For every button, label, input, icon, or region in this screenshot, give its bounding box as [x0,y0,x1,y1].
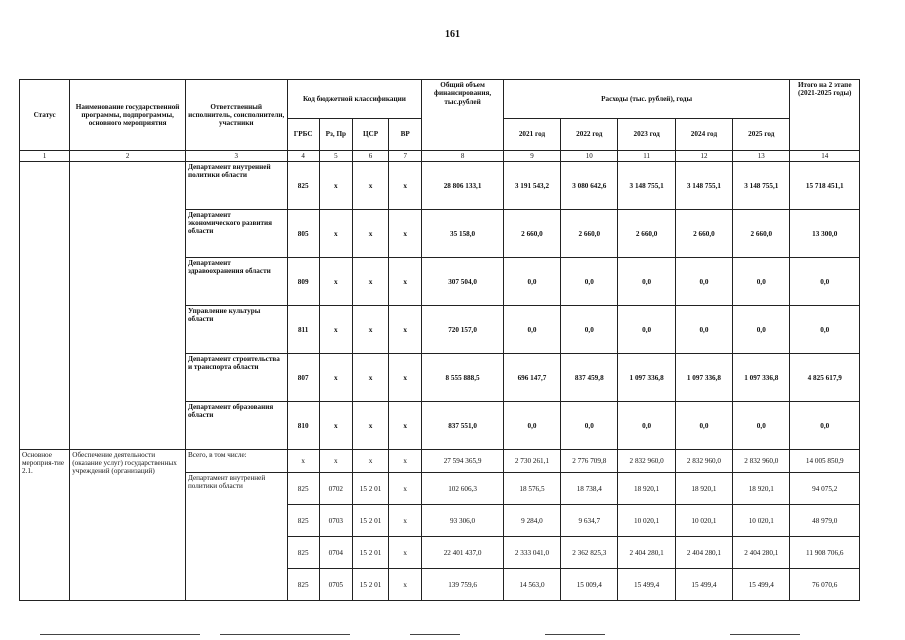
grbs-cell: 809 [287,258,319,306]
y2021-cell: 2 730 261,1 [503,450,560,473]
y2022-cell: 15 009,4 [561,569,618,601]
column-number-row [20,151,860,162]
y2023-cell: 2 832 960,0 [618,450,675,473]
dept-name: Департамент образования области [185,402,287,450]
y2024-cell: 3 148 755,1 [675,162,732,210]
header-status: Статус [20,80,70,151]
col-number: 12 [675,151,732,162]
grbs-cell: 810 [287,402,319,450]
col-number: 8 [422,151,503,162]
y2023-cell: 0,0 [618,258,675,306]
grbs-cell: 825 [287,569,319,601]
y2025-cell: 0,0 [733,258,790,306]
csr-cell: x [352,402,388,450]
vr-cell: x [389,258,422,306]
header-rzpr: Рз, Пр [319,119,352,151]
y2023-cell: 2 660,0 [618,210,675,258]
total-cell: 8 555 888,5 [422,354,503,402]
rzpr-cell: x [319,306,352,354]
vr-cell: x [389,162,422,210]
itogo-cell: 0,0 [790,402,860,450]
rzpr-cell: x [319,354,352,402]
itogo-cell: 14 005 850,9 [790,450,860,473]
y2022-cell: 3 080 642,6 [561,162,618,210]
rzpr-cell: x [319,450,352,473]
total-cell: 102 606,3 [422,473,503,505]
col-number: 6 [352,151,388,162]
dept-name: Департамент здравоохранения области [185,258,287,306]
rzpr-cell: x [319,258,352,306]
vr-cell: x [389,402,422,450]
y2023-cell: 0,0 [618,306,675,354]
y2024-cell: 2 832 960,0 [675,450,732,473]
y2025-cell: 3 148 755,1 [733,162,790,210]
dept-name: Департамент строительства и транспорта области [185,354,287,402]
itogo-cell: 15 718 451,1 [790,162,860,210]
y2021-cell: 0,0 [503,306,560,354]
y2025-cell: 2 660,0 [733,210,790,258]
footer-divider [220,634,350,635]
y2021-cell: 14 563,0 [503,569,560,601]
y2021-cell: 0,0 [503,402,560,450]
total-cell: 720 157,0 [422,306,503,354]
footer-divider [40,634,200,635]
header-name: Наименование государственной программы, подпрограммы, основного мероприятия [70,80,186,151]
header-itogo: Итого на 2 этапе (2021-2025 годы) [790,80,860,151]
y2021-cell: 3 191 543,2 [503,162,560,210]
itogo-cell: 0,0 [790,306,860,354]
y2024-cell: 10 020,1 [675,505,732,537]
y2022-cell: 0,0 [561,306,618,354]
y2025-cell: 0,0 [733,402,790,450]
csr-cell: 15 2 01 [352,537,388,569]
y2024-cell: 2 404 280,1 [675,537,732,569]
col-number: 13 [733,151,790,162]
y2023-cell: 18 920,1 [618,473,675,505]
csr-cell: 15 2 01 [352,505,388,537]
rzpr-cell: 0702 [319,473,352,505]
vr-cell: x [389,306,422,354]
y2022-cell: 18 738,4 [561,473,618,505]
total-cell: 35 158,0 [422,210,503,258]
grbs-cell: 805 [287,210,319,258]
col-number: 11 [618,151,675,162]
col-number: 7 [389,151,422,162]
y2021-cell: 2 333 041,0 [503,537,560,569]
csr-cell: x [352,306,388,354]
footer-divider [410,634,460,635]
measure-dept-label: Департамент внутренней политики области [185,473,287,601]
col-number: 2 [70,151,186,162]
y2025-cell: 2 832 960,0 [733,450,790,473]
y2021-cell: 0,0 [503,258,560,306]
y2024-cell: 2 660,0 [675,210,732,258]
col-number: 4 [287,151,319,162]
col-number: 9 [503,151,560,162]
y2025-cell: 10 020,1 [733,505,790,537]
rzpr-cell: 0703 [319,505,352,537]
page-number: 161 [445,29,460,40]
vr-cell: x [389,505,422,537]
total-cell: 307 504,0 [422,258,503,306]
y2022-cell: 2 660,0 [561,210,618,258]
header-2022: 2022 год [561,119,618,151]
measure-name: Обеспечение деятельности (оказание услуг) государственных учреждений (организаций) [70,450,186,601]
rzpr-cell: x [319,210,352,258]
y2021-cell: 2 660,0 [503,210,560,258]
csr-cell: x [352,210,388,258]
y2024-cell: 15 499,4 [675,569,732,601]
col-number: 10 [561,151,618,162]
y2023-cell: 0,0 [618,402,675,450]
dept-name: Управление культуры области [185,306,287,354]
y2023-cell: 15 499,4 [618,569,675,601]
col-number: 5 [319,151,352,162]
y2025-cell: 1 097 336,8 [733,354,790,402]
header-total-volume: Общий объем финансирования, тыс.рублей [422,80,503,151]
y2022-cell: 0,0 [561,258,618,306]
y2025-cell: 18 920,1 [733,473,790,505]
csr-cell: 15 2 01 [352,473,388,505]
rzpr-cell: x [319,402,352,450]
y2023-cell: 2 404 280,1 [618,537,675,569]
rzpr-cell: 0704 [319,537,352,569]
y2022-cell: 837 459,8 [561,354,618,402]
vr-cell: x [389,569,422,601]
rzpr-cell: x [319,162,352,210]
rzpr-cell: 0705 [319,569,352,601]
y2022-cell: 9 634,7 [561,505,618,537]
vr-cell: x [389,450,422,473]
y2024-cell: 0,0 [675,258,732,306]
header-grbs: ГРБС [287,119,319,151]
header-2021: 2021 год [503,119,560,151]
csr-cell: x [352,354,388,402]
empty-name-cell [70,162,186,450]
csr-cell: 15 2 01 [352,569,388,601]
table-row [20,450,860,473]
itogo-cell: 13 300,0 [790,210,860,258]
header-budget-code: Код бюджетной классификации [287,80,422,119]
grbs-cell: 825 [287,162,319,210]
y2024-cell: 18 920,1 [675,473,732,505]
total-cell: 93 306,0 [422,505,503,537]
y2025-cell: 0,0 [733,306,790,354]
header-vr: ВР [389,119,422,151]
y2021-cell: 9 284,0 [503,505,560,537]
y2024-cell: 1 097 336,8 [675,354,732,402]
y2024-cell: 0,0 [675,306,732,354]
budget-table [19,79,860,601]
grbs-cell: 825 [287,537,319,569]
y2023-cell: 10 020,1 [618,505,675,537]
itogo-cell: 48 979,0 [790,505,860,537]
y2025-cell: 2 404 280,1 [733,537,790,569]
itogo-cell: 0,0 [790,258,860,306]
header-expenses: Расходы (тыс. рублей), годы [503,80,790,119]
footer-divider [545,634,605,635]
table-row [20,162,860,210]
dept-name: Департамент экономического развития области [185,210,287,258]
vr-cell: x [389,537,422,569]
y2023-cell: 1 097 336,8 [618,354,675,402]
itogo-cell: 94 075,2 [790,473,860,505]
col-number: 1 [20,151,70,162]
y2022-cell: 0,0 [561,402,618,450]
header-2023: 2023 год [618,119,675,151]
csr-cell: x [352,450,388,473]
itogo-cell: 76 070,6 [790,569,860,601]
y2023-cell: 3 148 755,1 [618,162,675,210]
header-2025: 2025 год [733,119,790,151]
total-cell: 22 401 437,0 [422,537,503,569]
total-cell: 27 594 365,9 [422,450,503,473]
y2022-cell: 2 776 709,8 [561,450,618,473]
y2024-cell: 0,0 [675,402,732,450]
grbs-cell: x [287,450,319,473]
grbs-cell: 825 [287,505,319,537]
grbs-cell: 811 [287,306,319,354]
grbs-cell: 807 [287,354,319,402]
footer-divider [730,634,800,635]
y2022-cell: 2 362 825,3 [561,537,618,569]
itogo-cell: 11 908 706,6 [790,537,860,569]
csr-cell: x [352,162,388,210]
header-2024: 2024 год [675,119,732,151]
total-cell: 837 551,0 [422,402,503,450]
csr-cell: x [352,258,388,306]
y2025-cell: 15 499,4 [733,569,790,601]
col-number: 14 [790,151,860,162]
vr-cell: x [389,473,422,505]
total-label: Всего, в том числе: [185,450,287,473]
vr-cell: x [389,354,422,402]
y2021-cell: 696 147,7 [503,354,560,402]
dept-name: Департамент внутренней политики области [185,162,287,210]
y2021-cell: 18 576,5 [503,473,560,505]
measure-status: Основное мероприя-тие 2.1. [20,450,70,601]
grbs-cell: 825 [287,473,319,505]
header-csr: ЦСР [352,119,388,151]
total-cell: 139 759,6 [422,569,503,601]
header-responsible: Ответственный исполнитель, соисполнители, участники [185,80,287,151]
empty-status-cell [20,162,70,450]
total-cell: 28 806 133,1 [422,162,503,210]
col-number: 3 [185,151,287,162]
itogo-cell: 4 825 617,9 [790,354,860,402]
vr-cell: x [389,210,422,258]
